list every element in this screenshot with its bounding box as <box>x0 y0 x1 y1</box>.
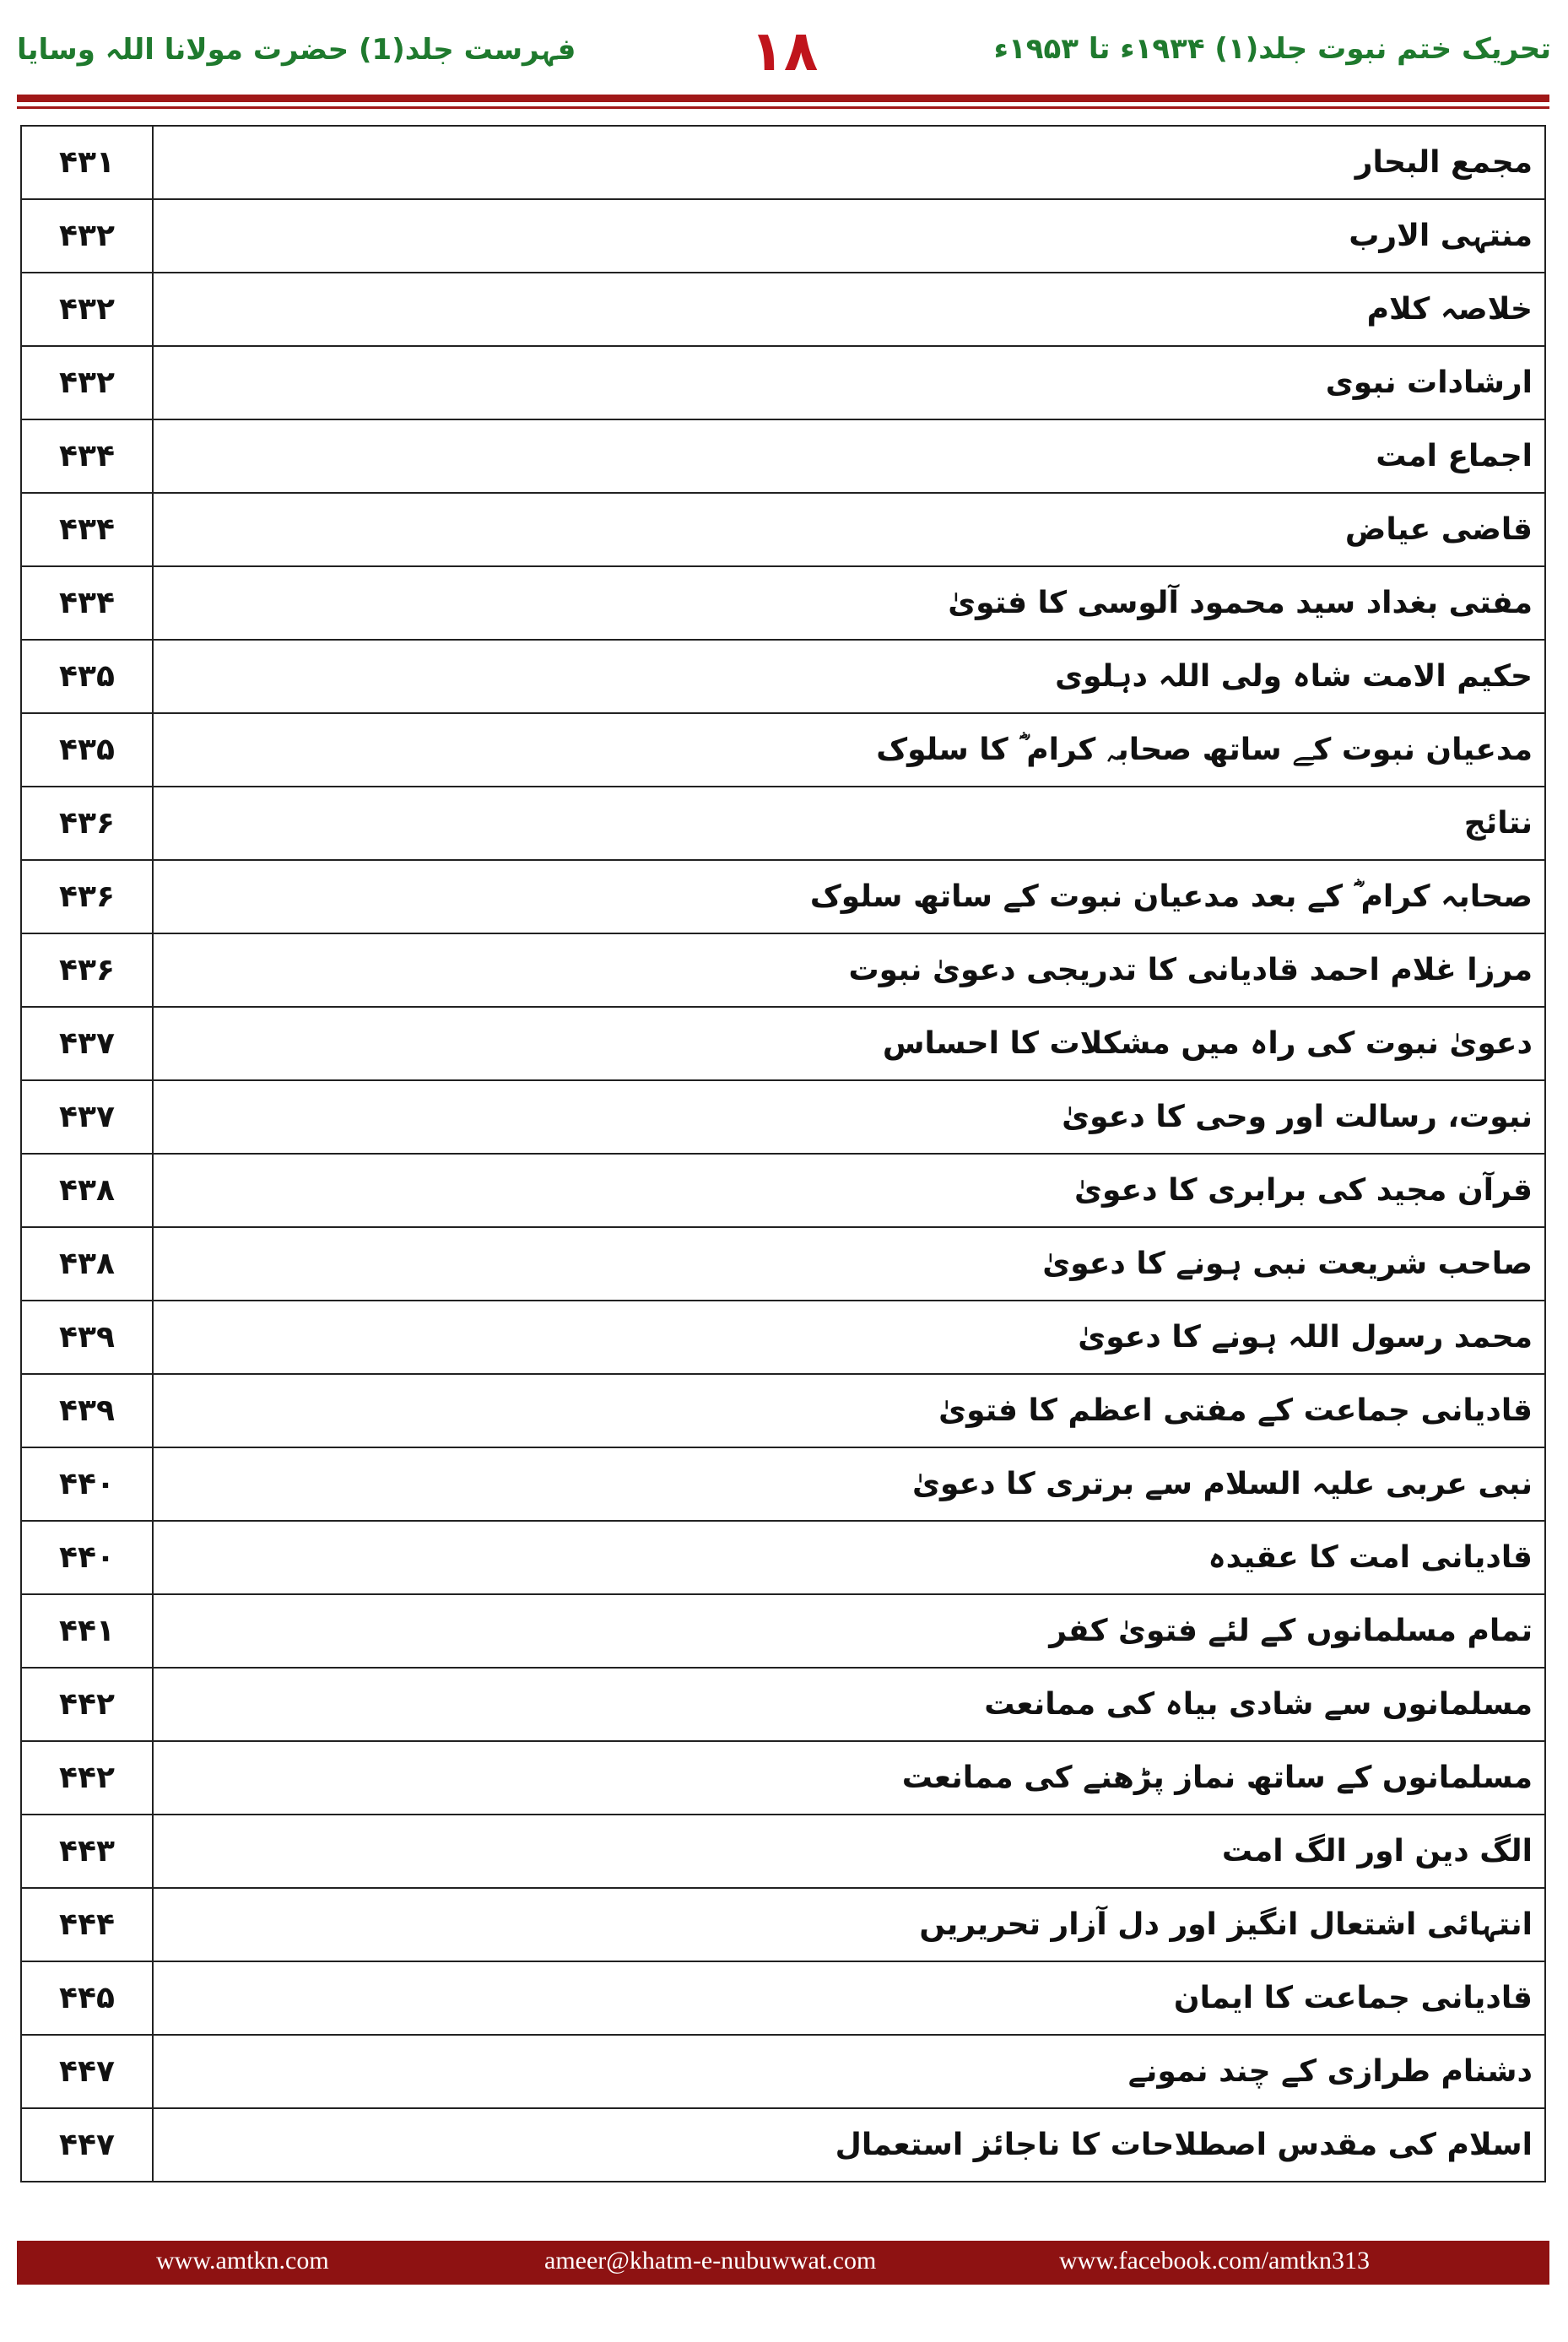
toc-page-number: ۴۴۰ <box>21 1521 153 1594</box>
toc-entry-title: نتائج <box>153 787 1545 860</box>
toc-row <box>21 2108 1545 2182</box>
toc-page-number: ۴۴۴ <box>21 1888 153 1961</box>
toc-row <box>21 713 1545 787</box>
toc-entry-title: نبوت، رسالت اور وحی کا دعویٰ <box>153 1080 1545 1154</box>
toc-row <box>21 1961 1545 2035</box>
toc-row <box>21 1594 1545 1668</box>
header-book-info-left: فہرست جلد(1) حضرت مولانا اللہ وسایا <box>17 33 576 67</box>
toc-entry-title: اجماع امت <box>153 419 1545 493</box>
toc-row <box>21 199 1545 273</box>
toc-page-number: ۴۳۷ <box>21 1080 153 1154</box>
toc-row <box>21 1227 1545 1301</box>
toc-row <box>21 860 1545 933</box>
toc-entry-title: مجمع البحار <box>153 126 1545 199</box>
toc-row <box>21 1154 1545 1227</box>
toc-page-number: ۴۳۶ <box>21 787 153 860</box>
toc-entry-title: قاضی عیاض <box>153 493 1545 566</box>
toc-row <box>21 1301 1545 1374</box>
toc-row <box>21 1447 1545 1521</box>
toc-row <box>21 1521 1545 1594</box>
toc-page-number: ۴۴۱ <box>21 1594 153 1668</box>
header-divider-thick <box>17 95 1549 102</box>
footer-email-link[interactable]: ameer@khatm-e-nubuwwat.com <box>544 2247 877 2274</box>
toc-page-number: ۴۳۲ <box>21 273 153 346</box>
toc-row <box>21 273 1545 346</box>
footer-website-link[interactable]: www.amtkn.com <box>156 2247 329 2274</box>
toc-page-number: ۴۳۷ <box>21 1007 153 1080</box>
toc-row <box>21 1080 1545 1154</box>
toc-page-number: ۴۳۶ <box>21 860 153 933</box>
toc-page-number: ۴۴۲ <box>21 1668 153 1741</box>
header-divider-thin <box>17 106 1549 109</box>
page-number: ۱۸ <box>749 19 819 84</box>
toc-row <box>21 1815 1545 1888</box>
toc-entry-title: ارشادات نبوی <box>153 346 1545 419</box>
toc-row <box>21 1374 1545 1447</box>
toc-entry-title: منتہی الارب <box>153 199 1545 273</box>
toc-entry-title: انتہائی اشتعال انگیز اور دل آزار تحریریں <box>153 1888 1545 1961</box>
toc-entry-title: قادیانی جماعت کا ایمان <box>153 1961 1545 2035</box>
toc-entry-title: تمام مسلمانوں کے لئے فتویٰ کفر <box>153 1594 1545 1668</box>
toc-entry-title: صاحب شریعت نبی ہونے کا دعویٰ <box>153 1227 1545 1301</box>
toc-row <box>21 640 1545 713</box>
toc-table <box>20 125 1546 2182</box>
toc-page-number: ۴۳۵ <box>21 640 153 713</box>
toc-entry-title: اسلام کی مقدس اصطلاحات کا ناجائز استعمال <box>153 2108 1545 2182</box>
toc-row <box>21 933 1545 1007</box>
footer-facebook-link[interactable]: www.facebook.com/amtkn313 <box>1059 2247 1370 2274</box>
toc-entry-title: دشنام طرازی کے چند نمونے <box>153 2035 1545 2108</box>
toc-page-number: ۴۴۳ <box>21 1815 153 1888</box>
toc-entry-title: الگ دین اور الگ امت <box>153 1815 1545 1888</box>
toc-entry-title: قرآن مجید کی برابری کا دعویٰ <box>153 1154 1545 1227</box>
toc-row <box>21 566 1545 640</box>
toc-page-number: ۴۳۱ <box>21 126 153 199</box>
toc-page-number: ۴۴۰ <box>21 1447 153 1521</box>
header-book-title-right: تحریک ختم نبوت جلد(۱) ۱۹۳۴ء تا ۱۹۵۳ء <box>993 32 1551 66</box>
toc-row <box>21 1741 1545 1815</box>
toc-page-number: ۴۳۸ <box>21 1227 153 1301</box>
toc-row <box>21 787 1545 860</box>
footer-bar <box>17 2241 1549 2285</box>
toc-entry-title: خلاصہ کلام <box>153 273 1545 346</box>
toc-entry-title: دعویٰ نبوت کی راہ میں مشکلات کا احساس <box>153 1007 1545 1080</box>
toc-entry-title: صحابہ کرام ؓ کے بعد مدعیان نبوت کے ساتھ سلوک <box>153 860 1545 933</box>
toc-entry-title: محمد رسول اللہ ہونے کا دعویٰ <box>153 1301 1545 1374</box>
toc-entry-title: مفتی بغداد سید محمود آلوسی کا فتویٰ <box>153 566 1545 640</box>
toc-page-number: ۴۳۶ <box>21 933 153 1007</box>
toc-page-number: ۴۳۲ <box>21 199 153 273</box>
toc-page-number: ۴۳۹ <box>21 1301 153 1374</box>
toc-entry-title: نبی عربی علیہ السلام سے برتری کا دعویٰ <box>153 1447 1545 1521</box>
toc-row <box>21 419 1545 493</box>
toc-row <box>21 1007 1545 1080</box>
toc-entry-title: مسلمانوں سے شادی بیاہ کی ممانعت <box>153 1668 1545 1741</box>
toc-row <box>21 346 1545 419</box>
toc-page-number: ۴۳۵ <box>21 713 153 787</box>
toc-page-number: ۴۳۲ <box>21 346 153 419</box>
toc-page-number: ۴۴۵ <box>21 1961 153 2035</box>
toc-entry-title: قادیانی جماعت کے مفتی اعظم کا فتویٰ <box>153 1374 1545 1447</box>
toc-row <box>21 493 1545 566</box>
toc-page-number: ۴۴۲ <box>21 1741 153 1815</box>
toc-row <box>21 1668 1545 1741</box>
toc-entry-title: مرزا غلام احمد قادیانی کا تدریجی دعویٰ نبوت <box>153 933 1545 1007</box>
toc-row <box>21 2035 1545 2108</box>
toc-entry-title: حکیم الامت شاہ ولی اللہ دہلوی <box>153 640 1545 713</box>
toc-row <box>21 1888 1545 1961</box>
toc-row <box>21 126 1545 199</box>
toc-page-number: ۴۳۹ <box>21 1374 153 1447</box>
toc-entry-title: قادیانی امت کا عقیدہ <box>153 1521 1545 1594</box>
toc-page-number: ۴۳۴ <box>21 419 153 493</box>
toc-page-number: ۴۳۸ <box>21 1154 153 1227</box>
toc-page-number: ۴۴۷ <box>21 2108 153 2182</box>
toc-page-number: ۴۳۴ <box>21 566 153 640</box>
toc-page-number: ۴۴۷ <box>21 2035 153 2108</box>
toc-page-number: ۴۳۴ <box>21 493 153 566</box>
toc-entry-title: مسلمانوں کے ساتھ نماز پڑھنے کی ممانعت <box>153 1741 1545 1815</box>
toc-entry-title: مدعیان نبوت کے ساتھ صحابہ کرام ؓ کا سلوک <box>153 713 1545 787</box>
